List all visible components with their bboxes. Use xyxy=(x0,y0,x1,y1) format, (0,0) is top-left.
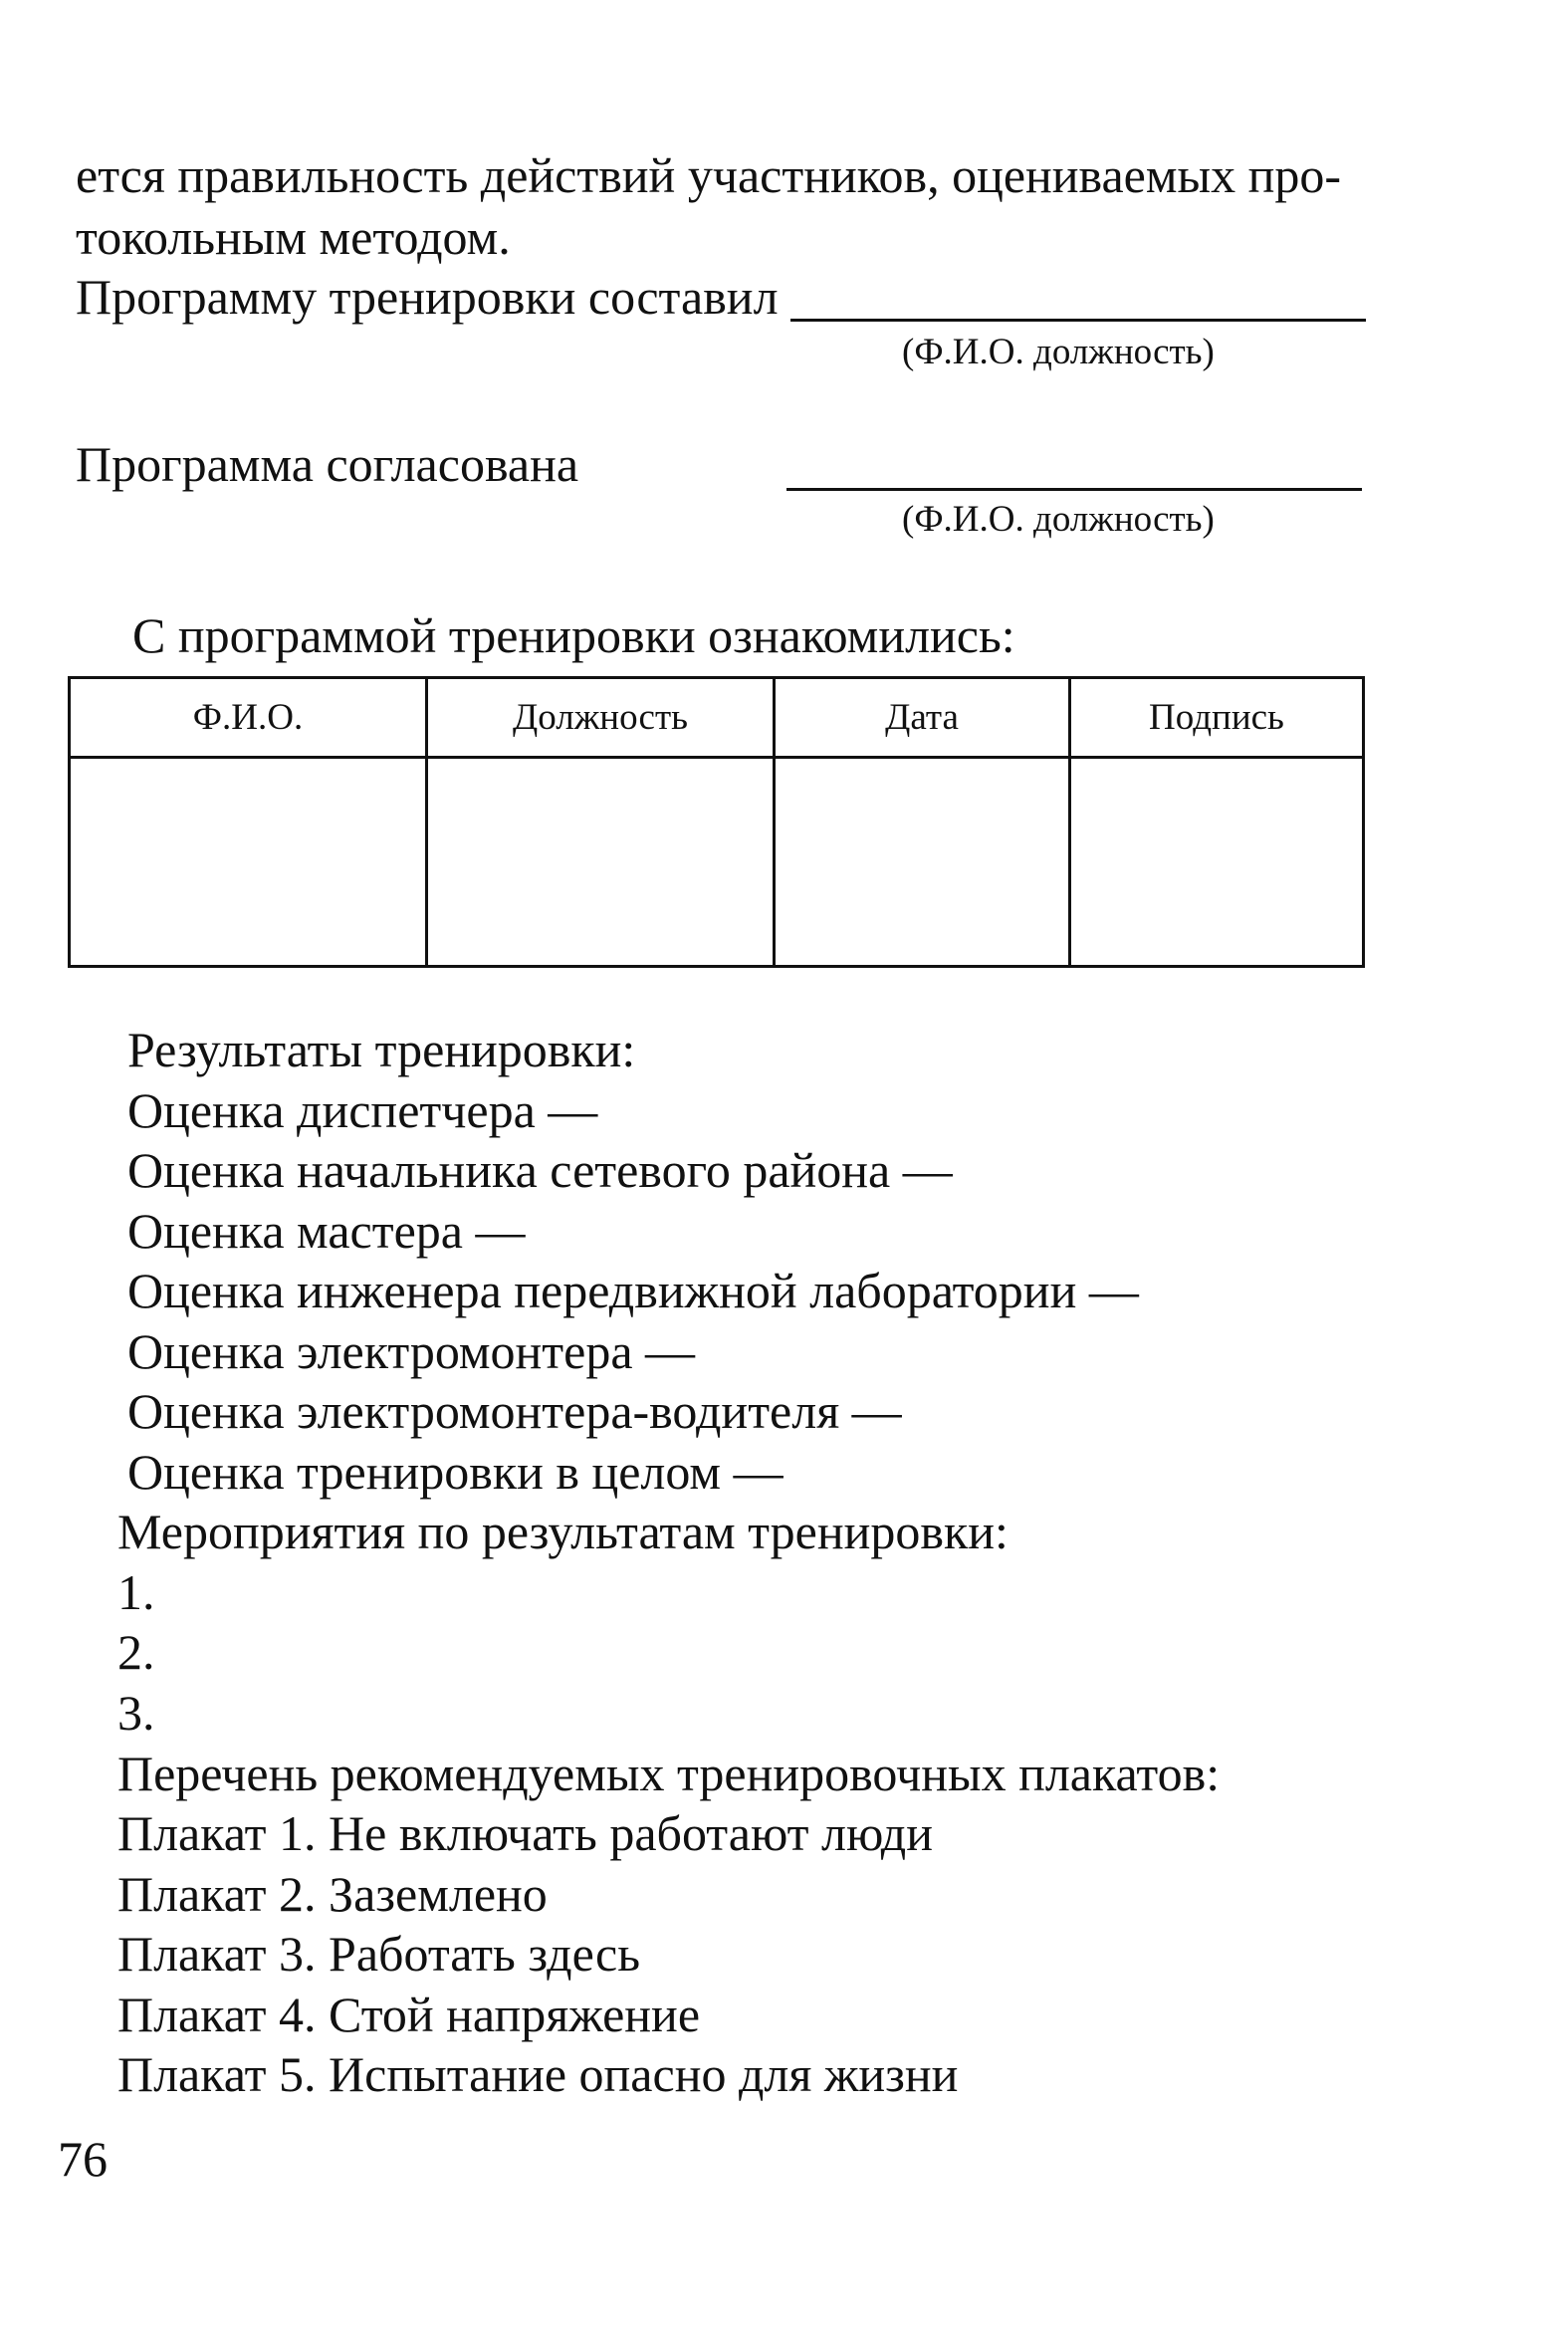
poster-item: Плакат 2. Заземлено xyxy=(117,1866,548,1922)
result-item: Оценка инженера передвижной лаборатории — xyxy=(127,1263,1139,1318)
measure-item: 3. xyxy=(117,1685,155,1741)
measure-item: 2. xyxy=(117,1624,155,1680)
compiled-by-caption: (Ф.И.О. должность) xyxy=(902,332,1215,372)
result-item: Оценка электромонтера — xyxy=(127,1323,696,1379)
poster-item: Плакат 1. Не включать работают люди xyxy=(117,1805,933,1861)
measure-item: 1. xyxy=(117,1564,155,1620)
result-item: Оценка электромонтера-водителя — xyxy=(127,1383,902,1439)
result-item: Оценка мастера — xyxy=(127,1203,526,1259)
approved-label: Программа согласована xyxy=(76,436,579,492)
poster-item: Плакат 5. Испытание опасно для жизни xyxy=(117,2046,959,2102)
result-item: Оценка диспетчера — xyxy=(127,1082,598,1138)
posters-heading: Перечень рекомендуемых тренировочных плакатов: xyxy=(117,1746,1221,1801)
column-header-date: Дата xyxy=(775,678,1070,758)
table-row xyxy=(70,758,1364,967)
intro-line-1: ется правильность действий участников, оцениваемых про- xyxy=(76,147,1342,203)
column-header-signature: Подпись xyxy=(1070,678,1364,758)
column-header-name: Ф.И.О. xyxy=(70,678,427,758)
column-header-position: Должность xyxy=(427,678,775,758)
compiled-by-label: Программу тренировки составил xyxy=(76,269,779,325)
results-heading: Результаты тренировки: xyxy=(127,1022,636,1077)
date-cell xyxy=(775,758,1070,967)
poster-item: Плакат 4. Стой напряжение xyxy=(117,1987,701,2042)
approved-caption: (Ф.И.О. должность) xyxy=(902,499,1215,540)
intro-line-2: токольным методом. xyxy=(76,209,511,265)
name-cell xyxy=(70,758,427,967)
acknowledgement-table xyxy=(68,676,1365,968)
page-number: 76 xyxy=(58,2131,108,2187)
acknowledgement-heading: С программой тренировки ознакомились: xyxy=(132,607,1015,663)
position-cell xyxy=(427,758,775,967)
compiled-by-signature-line xyxy=(790,319,1366,322)
signature-cell xyxy=(1070,758,1364,967)
poster-item: Плакат 3. Работать здесь xyxy=(117,1926,641,1982)
result-item: Оценка тренировки в целом — xyxy=(127,1444,784,1500)
table-header-row xyxy=(70,678,1364,758)
measures-heading: Мероприятия по результатам тренировки: xyxy=(117,1504,1008,1559)
approved-signature-line xyxy=(786,488,1362,491)
result-item: Оценка начальника сетевого района — xyxy=(127,1142,953,1198)
